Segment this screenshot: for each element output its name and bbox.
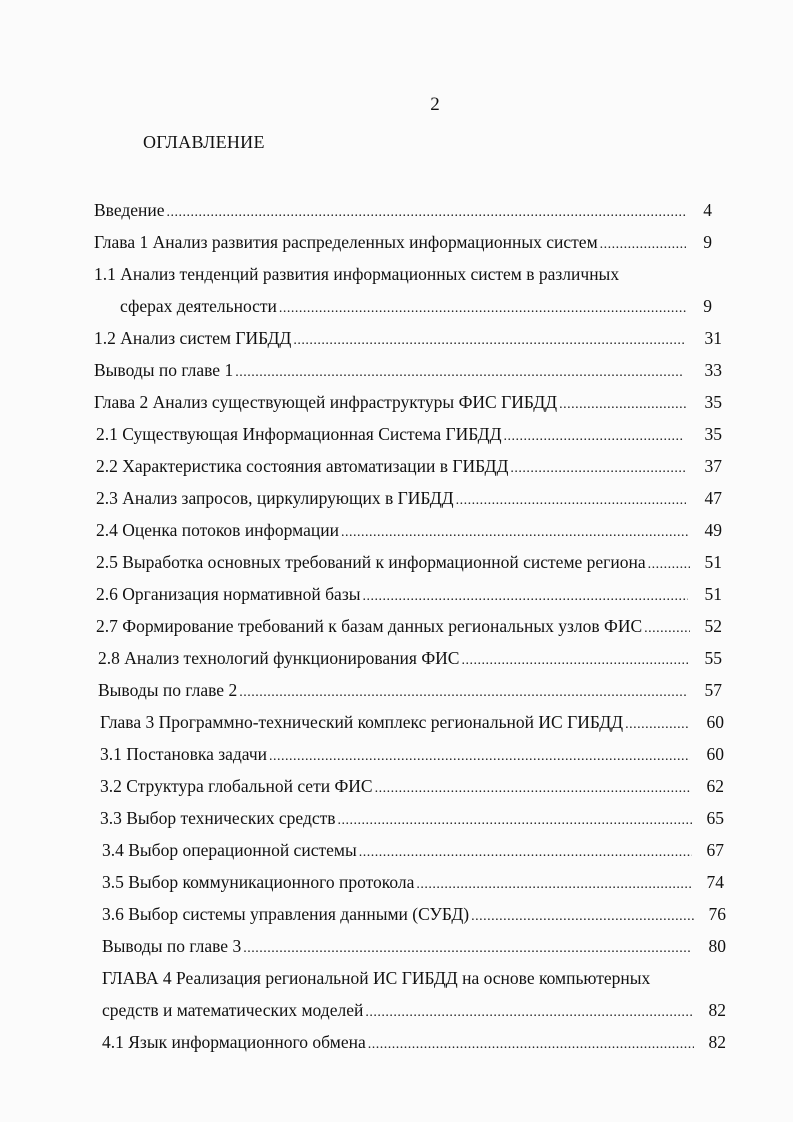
toc-entry-page: 82 [708,1032,726,1052]
toc-entry-text: Глава 2 Анализ существующей инфраструктуры ФИС ГИБДД [94,392,558,412]
toc-entry-page: 33 [704,360,722,380]
toc-entry[interactable] [96,582,722,606]
toc-entry-text: 2.3 Анализ запросов, циркулирующих в ГИБДД [96,488,454,508]
toc-leader [646,553,690,577]
toc-entry-page: 52 [704,616,722,636]
toc-entry-page: 35 [704,424,722,444]
toc-leader [233,361,684,385]
toc-entry-text: Выводы по главе 2 [98,680,238,700]
toc-entry-text: 2.8 Анализ технологий функционирования ФИС [98,648,460,668]
toc-leader [502,425,684,449]
toc-entry-page: 51 [704,584,722,604]
toc-entry[interactable] [100,710,724,734]
toc-entry-text: Введение [94,200,165,220]
toc-entry-page: 57 [704,680,722,700]
toc-leader [366,1033,694,1057]
toc-entry[interactable] [96,486,722,510]
toc-entry-text: 1.2 Анализ систем ГИБДД [94,328,292,348]
toc-entry-text: средств и математических моделей [102,1000,364,1020]
toc-leader [277,297,686,321]
toc-leader [508,457,686,481]
toc-leader [291,329,684,353]
toc-entry-page: 37 [704,456,722,476]
toc-entry-page: 82 [708,1000,726,1020]
toc-entry[interactable] [98,646,722,670]
toc-entry-text: Выводы по главе 3 [102,936,242,956]
toc-leader [363,1001,692,1025]
toc-entry[interactable] [102,902,726,926]
toc-entry-page: 9 [703,296,712,316]
toc-leader [414,873,692,897]
toc-entry-page: 49 [704,520,722,540]
toc-leader [373,777,690,801]
toc-entry-page: 51 [704,552,722,572]
toc-entry[interactable] [96,454,722,478]
toc-entry-text: 3.1 Постановка задачи [100,744,268,764]
toc-leader [357,841,692,865]
toc-entry-page: 60 [706,744,724,764]
toc-entry[interactable] [94,326,722,350]
toc-entry[interactable] [94,230,712,254]
toc-leader [459,649,688,673]
toc-entry[interactable] [96,550,722,574]
toc-entry-text: 2.5 Выработка основных требований к информационной системе региона [96,552,646,572]
toc-entry-text: Глава 3 Программно-технический комплекс региональной ИС ГИБДД [100,712,624,732]
toc-entry-page: 62 [706,776,724,796]
toc-entry-page: 67 [706,840,724,860]
toc-entry[interactable] [100,774,724,798]
toc-entry[interactable] [102,934,726,958]
toc-entry[interactable] [96,614,722,638]
toc-entry-text: Выводы по главе 1 [94,360,234,380]
toc-entry-text: 2.7 Формирование требований к базам данных региональных узлов ФИС [96,616,643,636]
toc-entry-text: 2.1 Существующая Информационная Система ГИБДД [96,424,502,444]
toc-title: ОГЛАВЛЕНИЕ [143,132,265,152]
toc-entry-text: 3.3 Выбор технических средств [100,808,336,828]
toc-entry-page: 9 [703,232,712,252]
toc-leader [336,809,692,833]
page-number: 2 [430,94,440,115]
toc-entry[interactable] [94,390,722,414]
toc-leader [623,713,690,737]
toc-entry[interactable] [100,806,724,830]
toc-entry[interactable] [98,678,722,702]
toc-entry-page: 60 [706,712,724,732]
toc-leader [642,617,690,641]
toc-leader [237,681,688,705]
toc-entry-text: 2.2 Характеристика состояния автоматизации в ГИБДД [96,456,509,476]
toc-entry-text: 3.5 Выбор коммуникационного протокола [102,872,415,892]
toc-entry-text: 3.6 Выбор системы управления данными (СУБД) [102,904,470,924]
toc-entry-page: 35 [704,392,722,412]
toc-entry-page: 65 [706,808,724,828]
toc-entry-text: 2.4 Оценка потоков информации [96,520,339,540]
toc-entry[interactable] [96,422,722,446]
toc-leader [598,233,686,257]
toc-entry[interactable] [102,870,724,894]
toc-entry-text: сферах деятельности [120,296,277,316]
toc-leader [267,745,690,769]
toc-entry-page: 80 [708,936,726,956]
toc-leader [361,585,689,609]
toc-entry[interactable] [102,998,726,1022]
toc-entry-text: 2.6 Организация нормативной базы [96,584,361,604]
toc-entry-text: 3.4 Выбор операционной системы [102,840,357,860]
toc-entry-text: 4.1 Язык информационного обмена [102,1032,366,1052]
toc-entry-text: 3.2 Структура глобальной сети ФИС [100,776,373,796]
toc-entry-page: 31 [704,328,722,348]
toc-leader [241,937,692,961]
toc-leader [339,521,688,545]
toc-entry[interactable] [96,518,722,542]
toc-entry[interactable] [94,198,712,222]
toc-entry[interactable] [120,294,712,318]
toc-entry-page: 55 [704,648,722,668]
toc-entry[interactable] [100,742,724,766]
toc-entry-text: 1.1 Анализ тенденций развития информационных систем в различных [94,264,620,284]
toc-entry[interactable] [94,358,722,382]
toc-entry-page: 74 [706,872,724,892]
toc-entry-page: 4 [703,200,712,220]
toc-entry[interactable] [102,1030,726,1054]
toc-entry-text: Глава 1 Анализ развития распределенных информационных систем [94,232,598,252]
toc-entry[interactable] [102,838,724,862]
toc-leader [469,905,694,929]
toc-entry-page: 76 [708,904,726,924]
toc-entry-page: 47 [704,488,722,508]
toc-leader [557,393,686,417]
toc-entry-text: ГЛАВА 4 Реализация региональной ИС ГИБДД на основе компьютерных [102,968,651,988]
toc-leader [165,201,686,225]
toc-leader [454,489,686,513]
